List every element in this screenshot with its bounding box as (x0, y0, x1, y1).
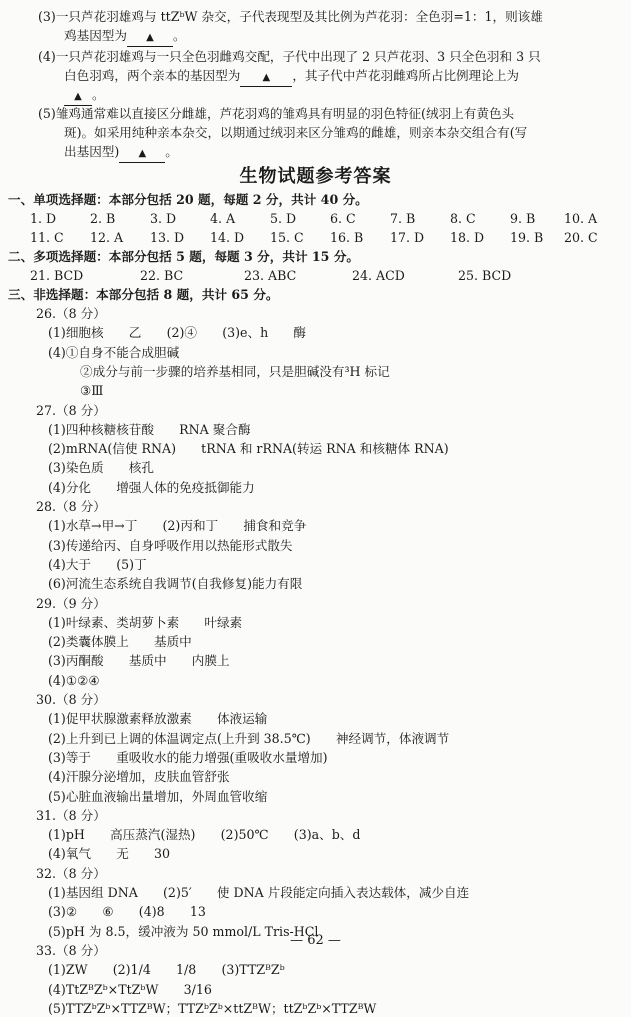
multi-answer: 25. BCD (458, 268, 512, 283)
mc-answer: 2. B (90, 211, 116, 226)
blank-marker-icon: ▲ (262, 72, 271, 83)
answer-line: (4)氧气 无 30 (48, 846, 171, 862)
answer-line: (1)叶绿素、类胡萝卜素 叶绿素 (48, 614, 243, 630)
q3-answer-blank (127, 27, 173, 47)
answer-line: (5)TTZᵇZᵇ×TTZᴮW；TTZᵇZᵇ×ttZᴮW；ttZᵇZᵇ×TTZᴮW (48, 1000, 377, 1016)
q4-line3 (64, 86, 105, 106)
answer-line: (5)心脏血液输出量增加，外周血管收缩 (48, 788, 268, 804)
answer-key-title: 生物试题参考答案 (239, 166, 392, 187)
mc-answer: 5. D (270, 211, 297, 226)
answer-line: (1)四种核糖核苷酸 RNA 聚合酶 (48, 421, 251, 437)
multi-answer: 23. ABC (244, 268, 297, 283)
mc-answer: 4. A (210, 211, 236, 226)
mc-answer: 18. D (450, 230, 485, 245)
q4-line2-cont: ，其子代中芦花羽雌鸡所占比例理论上为 (292, 68, 519, 83)
answer-line: ②成分与前一步骤的培养基相同，只是胆碱没有³H 标记 (80, 363, 390, 379)
q3-line1: (3)一只芦花羽雄鸡与 ttZᵇW 杂交，子代表现型及其比例为芦花羽：全色羽=1：1，则该雄 (38, 9, 543, 24)
mc-answer: 14. D (210, 230, 245, 245)
mc-answer: 20. C (564, 230, 598, 245)
multi-answer: 21. BCD (30, 268, 84, 283)
blank-marker-icon: ▲ (138, 148, 147, 159)
question-number: 28.（8 分） (36, 499, 106, 514)
answer-line: (1)水草→甲→丁 (2)丙和丁 捕食和竞争 (48, 518, 307, 534)
q3-line2-text: 鸡基因型为 (64, 28, 127, 43)
multi-answer: 24. ACD (352, 268, 405, 283)
question-number: 33.（8 分） (36, 942, 106, 958)
mc-answer: 9. B (510, 211, 536, 226)
answer-line: (4)大于 (5)丁 (48, 556, 147, 572)
answer-line: (4)分化 增强人体的免疫抵御能力 (48, 479, 255, 495)
mc-answer: 7. B (390, 211, 416, 226)
answer-line: (2)类囊体膜上 基质中 (48, 634, 192, 650)
answer-line: (3)② ⑥ (4)8 13 (48, 904, 206, 920)
q5-answer-blank (119, 143, 165, 163)
question-number: 32.（8 分） (36, 865, 106, 881)
answer-line: (3)染色质 核孔 (48, 460, 154, 476)
q5-line3-text: 出基因型) (64, 144, 120, 159)
answer-line: (3)等于 重吸收水的能力增强(重吸收水量增加) (48, 749, 328, 765)
answer-line: (1)pH 高压蒸汽(湿热) (2)50℃ (3)a、b、d (48, 827, 361, 843)
multi-answer: 22. BC (140, 268, 184, 283)
answer-line: (4)TtZᴮZᵇ×TtZᵇW 3/16 (48, 981, 212, 997)
q3-line2 (64, 27, 186, 47)
section3-heading: 三、非选择题：本部分包括 8 题，共计 65 分。 (8, 287, 279, 302)
mc-answer: 19. B (510, 230, 544, 245)
question-number: 29.（9 分） (36, 595, 106, 611)
blank-marker-icon: ▲ (74, 91, 82, 102)
answer-line: (1)ZW (2)1/4 1/8 (3)TTZᴮZᵇ (48, 962, 285, 978)
mc-answer: 3. D (150, 211, 177, 226)
answer-line: (6)河流生态系统自我调节(自我修复)能力有限 (48, 576, 303, 592)
q4-line2-text: 白色羽鸡，两个亲本的基因型为 (64, 68, 241, 83)
answer-line: (2)mRNA(信使 RNA) tRNA 和 rRNA(转运 RNA 和核糖体 RNA) (48, 441, 449, 457)
mc-answer: 12. A (90, 230, 124, 245)
q3-end: 。 (172, 28, 186, 43)
mc-answer: 6. C (330, 211, 356, 226)
answer-line: (2)上升到已上调的体温调定点(上升到 38.5℃) 神经调节，体液调节 (48, 730, 450, 746)
mc-answer: 17. D (390, 230, 425, 245)
mc-answer: 13. D (150, 230, 185, 245)
q4-line2 (64, 67, 519, 87)
answer-line: (5)pH 为 8.5，缓冲液为 50 mmol/L Tris-HCl (48, 923, 319, 939)
q5-line1: (5)雏鸡通常难以直接区分雌雄，芦花羽鸡的雏鸡具有明显的羽色特征(绒羽上有黄色头 (38, 106, 515, 121)
answer-line: (4)汗腺分泌增加，皮肤血管舒张 (48, 769, 230, 785)
answer-line: ③Ⅲ (80, 383, 104, 399)
page-number: — 62 — (290, 933, 341, 948)
q4-end: 。 (92, 87, 105, 102)
question-number: 27.（8 分） (36, 402, 106, 418)
answer-line: (3)丙酮酸 基质中 内膜上 (48, 653, 230, 669)
answer-line: (3)传递给丙、自身呼吸作用以热能形式散失 (48, 537, 293, 553)
mc-answer: 11. C (30, 230, 64, 245)
mc-answer: 16. B (330, 230, 364, 245)
question-number: 26.（8 分） (36, 306, 106, 321)
q4-line1: (4)一只芦花羽雄鸡与一只全色羽雌鸡交配，子代中出现了 2 只芦花羽、3 只全色羽和 3 只 (38, 49, 541, 64)
q5-line3 (64, 143, 178, 163)
blank-marker-icon: ▲ (146, 32, 154, 43)
answer-line: (1)促甲状腺激素释放激素 体液运输 (48, 711, 268, 727)
section1-heading: 一、单项选择题：本部分包括 20 题，每题 2 分，共计 40 分。 (8, 192, 368, 207)
q4-answer-blank-2 (64, 86, 92, 106)
question-number: 31.（8 分） (36, 807, 106, 823)
mc-answer: 15. C (270, 230, 304, 245)
q5-line2: 斑)。如采用纯种亲本杂交，以期通过绒羽来区分雏鸡的雌雄，则亲本杂交组合有(写 (64, 125, 528, 140)
mc-answer: 10. A (564, 211, 598, 226)
answer-line: (4)①②④ (48, 672, 100, 688)
question-number: 30.（8 分） (36, 692, 106, 707)
q5-end: 。 (165, 144, 178, 159)
q4-answer-blank-1 (240, 67, 292, 87)
mc-answer: 8. C (450, 211, 476, 226)
section2-heading: 二、多项选择题：本部分包括 5 题，每题 3 分，共计 15 分。 (8, 249, 360, 264)
answer-line: (1)细胞核 乙 (2)④ (3)e、h 酶 (48, 325, 306, 341)
mc-answer: 1. D (30, 211, 57, 226)
answer-line: (4)①自身不能合成胆碱 (48, 344, 180, 360)
answer-line: (1)基因组 DNA (2)5′ 使 DNA 片段能定向插入表达载体，减少自连 (48, 885, 470, 900)
